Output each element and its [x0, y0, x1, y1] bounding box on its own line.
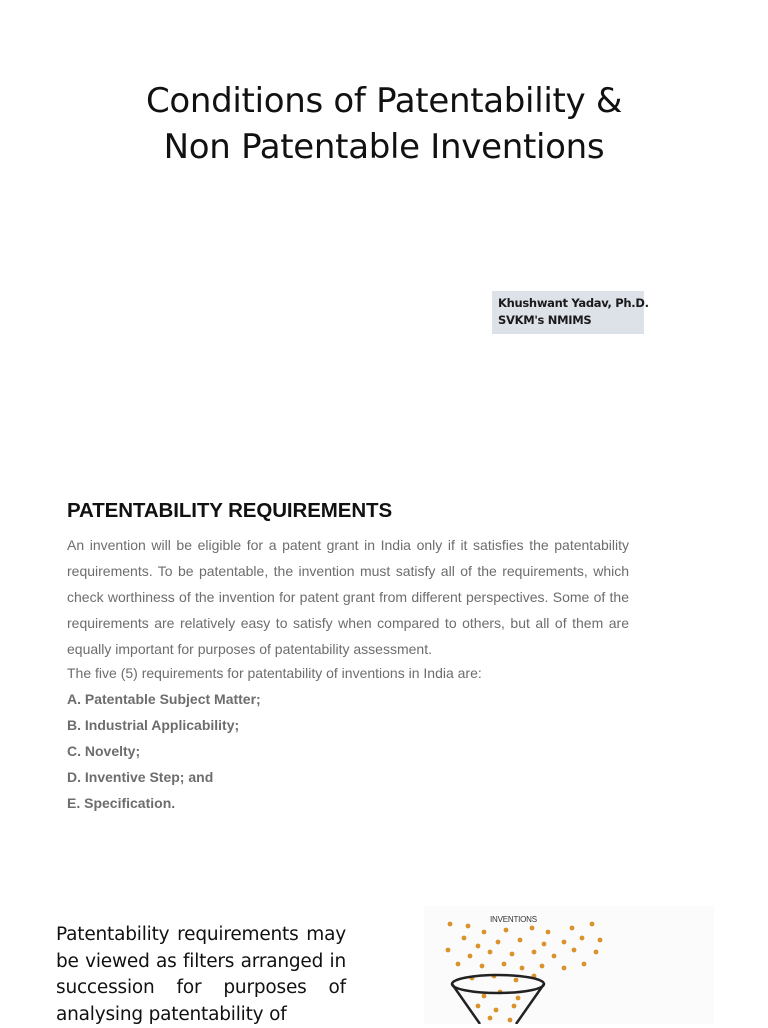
invention-dot [570, 926, 575, 931]
invention-dot [512, 1004, 517, 1009]
invention-dot [482, 994, 487, 999]
requirements-paragraph: An invention will be eligible for a patent grant in India only if it satisfies the patentability requirements. To be patentable, the invention must satisfy all of the requirements, which check worthiness of the invention for patent grant from different perspectives. Some of the requirements are relatively easy to satisfy when compared to others, but all of them are equally important for purposes of patentability assessment. [67, 537, 629, 657]
invention-dot [530, 926, 535, 931]
invention-dot [488, 950, 493, 955]
list-item: D. Inventive Step; and [67, 769, 214, 785]
author-institution: SVKM's NMIMS [498, 313, 592, 327]
invention-dot [562, 940, 567, 945]
filter-description: Patentability requirements may be viewed as filters arranged in succession for purposes of analysing patentability of [56, 924, 346, 1025]
requirements-intro: The five (5) requirements for patentability of inventions in India are: [67, 665, 482, 681]
funnel-graphic [424, 906, 714, 1024]
invention-dot [594, 950, 599, 955]
invention-dot [476, 1004, 481, 1009]
inventions-label: INVENTIONS [490, 915, 537, 924]
invention-dot [562, 966, 567, 971]
invention-dot [542, 942, 547, 947]
invention-dot [466, 924, 471, 929]
funnel-diagram [424, 906, 714, 1024]
invention-dot [518, 938, 523, 943]
invention-dot [516, 996, 521, 1001]
invention-dot [514, 978, 519, 983]
title-line-2: Non Patentable Inventions [163, 127, 605, 167]
invention-dot [482, 930, 487, 935]
invention-dot [598, 938, 603, 943]
list-item: B. Industrial Applicability; [67, 717, 240, 733]
invention-dot [582, 962, 587, 967]
invention-dot [462, 936, 467, 941]
author-name: Khushwant Yadav, Ph.D. [498, 296, 649, 310]
author-box [492, 291, 649, 334]
invention-dot [504, 928, 509, 933]
invention-dot [446, 948, 451, 953]
requirements-list [67, 686, 261, 816]
invention-dot [540, 964, 545, 969]
invention-dot [552, 954, 557, 959]
list-item: E. Specification. [67, 795, 176, 811]
invention-dot [488, 1016, 493, 1021]
invention-dot [546, 930, 551, 935]
invention-dot [494, 1008, 499, 1013]
list-item: A. Patentable Subject Matter; [67, 691, 261, 707]
invention-dot [520, 966, 525, 971]
invention-dot [448, 922, 453, 927]
invention-dot [480, 964, 485, 969]
list-item: C. Novelty; [67, 743, 141, 759]
slide-title [0, 78, 768, 170]
invention-dot [580, 936, 585, 941]
invention-dot [496, 940, 501, 945]
title-line-1: Conditions of Patentability & [145, 81, 623, 121]
invention-dot [456, 962, 461, 967]
invention-dot [532, 950, 537, 955]
invention-dot [508, 1018, 513, 1023]
invention-dot [502, 962, 507, 967]
invention-dot [572, 948, 577, 953]
invention-dot [476, 944, 481, 949]
invention-dot [468, 954, 473, 959]
invention-dot [510, 952, 515, 957]
invention-dot [590, 922, 595, 927]
requirements-heading: PATENTABILITY REQUIREMENTS [67, 499, 393, 522]
funnel-icon [452, 975, 544, 1024]
